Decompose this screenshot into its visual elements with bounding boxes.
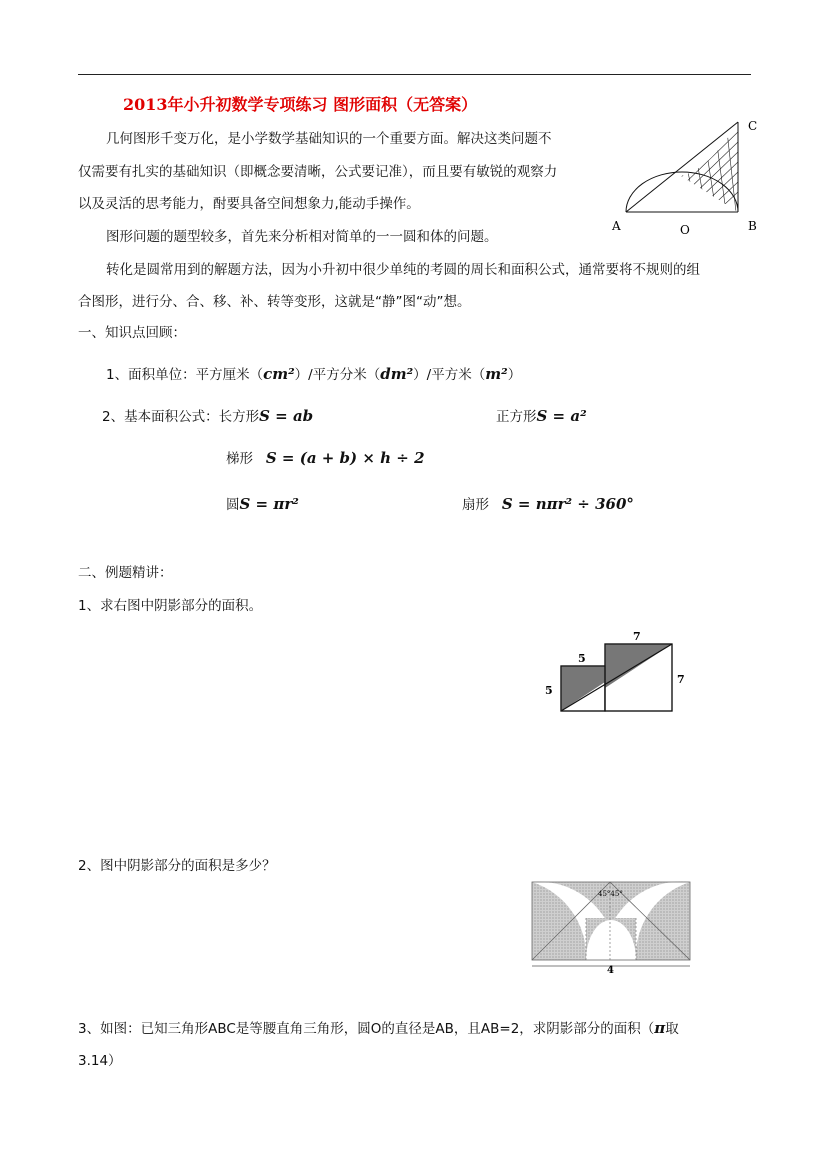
fig2-angle-label: 45°45° bbox=[598, 890, 623, 898]
unit-cm2: cm² bbox=[263, 365, 295, 383]
area-units-mid1: ）/平方分米（ bbox=[294, 367, 381, 383]
rect-label: 2、基本面积公式：长方形 bbox=[102, 409, 260, 425]
header-rule bbox=[78, 74, 751, 75]
question-3-take: 取 bbox=[665, 1021, 679, 1037]
sector-formula: S = nπr² ÷ 360° bbox=[501, 495, 634, 513]
sector-formula-line bbox=[462, 494, 634, 515]
area-units-suffix: ） bbox=[507, 367, 522, 383]
trapezoid-formula: S = (a + b) × h ÷ 2 bbox=[265, 449, 425, 467]
unit-m2: m² bbox=[485, 365, 508, 383]
section1-heading: 一、知识点回顾： bbox=[78, 325, 186, 341]
circle-label: 圆 bbox=[226, 497, 240, 513]
area-units-prefix: 1、面积单位：平方厘米（ bbox=[106, 367, 264, 383]
label-a: A bbox=[612, 219, 621, 233]
label-b: B bbox=[748, 219, 757, 233]
intro-line-3: 以及灵活的思考能力，酎要具备空间想象力,能动手操作。 bbox=[78, 196, 420, 212]
intro-line-1: 几何图形千变万化，是小学数学基础知识的一个重要方面。解决这类问题不 bbox=[106, 131, 552, 147]
fig1-label-left: 5 bbox=[545, 684, 553, 697]
question-3-text: 3、如图：已知三角形ABC是等腰直角三角形，圆O的直径是AB，且AB=2，求阴影部分的面积（ bbox=[78, 1021, 655, 1037]
intro-line-4: 图形问题的题型较多，首先来分析相对简单的一一圆和体的问题。 bbox=[106, 229, 498, 245]
trapezoid-formula-line bbox=[226, 448, 425, 469]
intro-line-2: 仅需要有扎实的基础知识（即概念要清晰，公式要记准），而且要有敏锐的观察力 bbox=[78, 164, 558, 180]
area-units-line bbox=[106, 364, 521, 385]
fig1-label-top-small: 5 bbox=[578, 652, 586, 665]
square-label: 正方形 bbox=[496, 409, 537, 425]
intro-line-5: 转化是圆常用到的解题方法，因为小升初中很少单纯的考圆的周长和面积公式，通常要将不规则的组 bbox=[106, 262, 700, 278]
quarter-circles-figure bbox=[528, 878, 698, 976]
label-o: O bbox=[680, 223, 690, 237]
rect-formula: S = ab bbox=[259, 407, 314, 425]
square-formula-line bbox=[496, 406, 587, 427]
question-2: 2、图中阴影部分的面积是多少？ bbox=[78, 858, 276, 874]
squares-figure bbox=[538, 626, 698, 718]
section2-heading: 二、例题精讲： bbox=[78, 565, 173, 581]
pi-symbol: π bbox=[654, 1019, 666, 1037]
question-3-line-2: 3.14） bbox=[78, 1053, 122, 1069]
trapezoid-label: 梯形 bbox=[226, 451, 253, 467]
page-title: 2013年小升初数学专项练习 图形面积（无答案） bbox=[123, 95, 478, 114]
intro-line-6: 合图形，进行分、合、移、补、转等变形，这就是“静”图“动”想。 bbox=[78, 294, 471, 310]
sector-label: 扇形 bbox=[462, 497, 489, 513]
unit-dm2: dm² bbox=[380, 365, 414, 383]
area-units-mid2: ）/平方米（ bbox=[413, 367, 486, 383]
label-c: C bbox=[748, 119, 758, 133]
question-3-line-1 bbox=[78, 1018, 679, 1039]
fig1-label-top-large: 7 bbox=[633, 630, 641, 643]
fig2-width-label: 4 bbox=[607, 965, 614, 976]
question-1: 1、求右图中阴影部分的面积。 bbox=[78, 598, 263, 614]
fig1-label-right: 7 bbox=[677, 673, 685, 686]
square-formula: S = a² bbox=[536, 407, 587, 425]
triangle-semicircle-figure bbox=[606, 112, 766, 242]
circle-formula-line bbox=[226, 494, 299, 515]
rect-formula-line bbox=[102, 406, 313, 427]
circle-formula: S = πr² bbox=[239, 495, 299, 513]
